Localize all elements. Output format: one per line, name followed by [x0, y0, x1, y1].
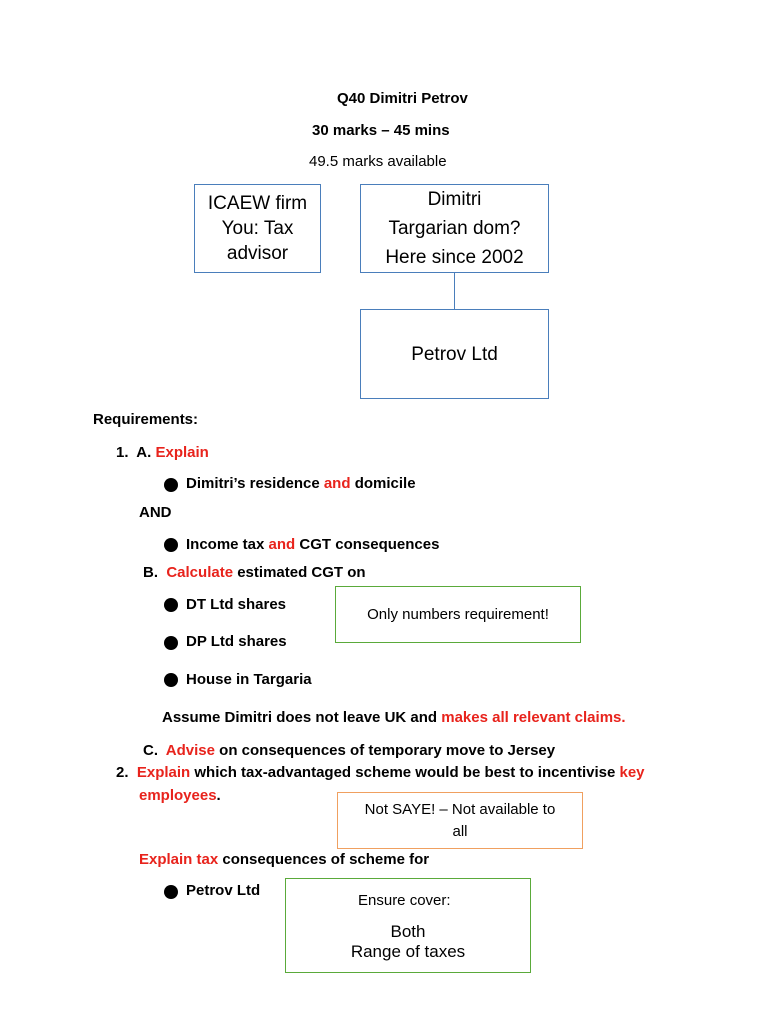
req-1a-line [116, 444, 209, 461]
bullet-icon [164, 673, 178, 687]
requirements-heading: Requirements: [93, 411, 199, 428]
req-2-line2 [139, 787, 221, 804]
company-box-label: Petrov Ltd [411, 343, 498, 365]
assume-red: makes all relevant claims. [441, 709, 626, 726]
req-1a-bullet2 [186, 536, 439, 553]
explain-tax-rest: consequences of scheme for [222, 851, 430, 868]
req-1c-verb: Advise [165, 742, 215, 759]
bullet2-pre: Income tax [186, 536, 265, 553]
assume-line [162, 709, 626, 726]
cgt-item-dt: DT Ltd shares [186, 596, 287, 613]
req-1a-verb: Explain [155, 444, 209, 461]
req-1b-verb: Calculate [166, 564, 234, 581]
bullet1-and: and [323, 475, 351, 492]
firm-box [194, 184, 321, 273]
dimitri-box-line3: Here since 2002 [385, 247, 524, 268]
bullet2-post: CGT consequences [299, 536, 440, 553]
document-title: Q40 Dimitri Petrov [337, 90, 468, 107]
req-1c-line [143, 742, 555, 759]
cover-note-line1: Both [390, 922, 426, 941]
req-1c-rest: on consequences of temporary move to Jersey [219, 742, 556, 759]
req-1b-label: B. [143, 564, 158, 581]
bullet-icon [164, 885, 178, 899]
firm-box-line3: advisor [226, 243, 289, 264]
dimitri-box [360, 184, 549, 273]
assume-pre: Assume Dimitri does not leave UK and [162, 709, 438, 726]
bullet1-pre: Dimitri’s residence [186, 475, 320, 492]
numbers-note-box [335, 586, 581, 643]
numbers-note-text: Only numbers requirement! [367, 606, 549, 623]
dimitri-box-line2: Targarian dom? [388, 218, 521, 239]
bullet1-post: domicile [354, 475, 416, 492]
marks-time: 30 marks – 45 mins [312, 122, 450, 139]
req-1-number: 1. [116, 444, 129, 461]
connector-line [454, 273, 455, 310]
bullet2-and: and [268, 536, 296, 553]
req-2-rest: which tax-advantaged scheme would be best to incentivise [194, 764, 616, 781]
firm-box-line2: You: Tax [221, 218, 294, 239]
cgt-item-house: House in Targaria [186, 671, 312, 688]
req-2-line [116, 764, 645, 781]
and-word: AND [139, 504, 172, 521]
firm-box-line1: ICAEW firm [207, 193, 308, 214]
bullet-icon [164, 478, 178, 492]
bullet-icon [164, 598, 178, 612]
explain-tax-verb: Explain tax [139, 851, 219, 868]
req-2-period: . [216, 787, 221, 804]
dimitri-box-line1: Dimitri [427, 189, 482, 210]
req-1a-bullet1 [186, 475, 416, 492]
req-1a-label: A. [136, 444, 152, 461]
cover-note-box [285, 878, 531, 973]
company-box [360, 309, 549, 399]
req-1b-line [143, 564, 366, 581]
bullet-icon [164, 636, 178, 650]
req-1c-label: C. [143, 742, 158, 759]
bullet-icon [164, 538, 178, 552]
req-2-verb: Explain [136, 764, 191, 781]
req-2-key: key [619, 764, 645, 781]
saye-note-line2: all [452, 822, 468, 840]
explain-tax-line [139, 851, 429, 868]
saye-note-line1: Not SAYE! – Not available to [364, 800, 556, 818]
marks-available: 49.5 marks available [309, 153, 447, 170]
cover-note-title: Ensure cover: [358, 892, 451, 909]
cover-note-line2: Range of taxes [350, 942, 466, 961]
scheme-item-petrov: Petrov Ltd [186, 882, 261, 899]
req-2-employees: employees [139, 787, 217, 804]
saye-note-box [337, 792, 583, 849]
req-1b-rest: estimated CGT on [237, 564, 366, 581]
req-2-number: 2. [116, 764, 129, 781]
cgt-item-dp: DP Ltd shares [186, 633, 287, 650]
